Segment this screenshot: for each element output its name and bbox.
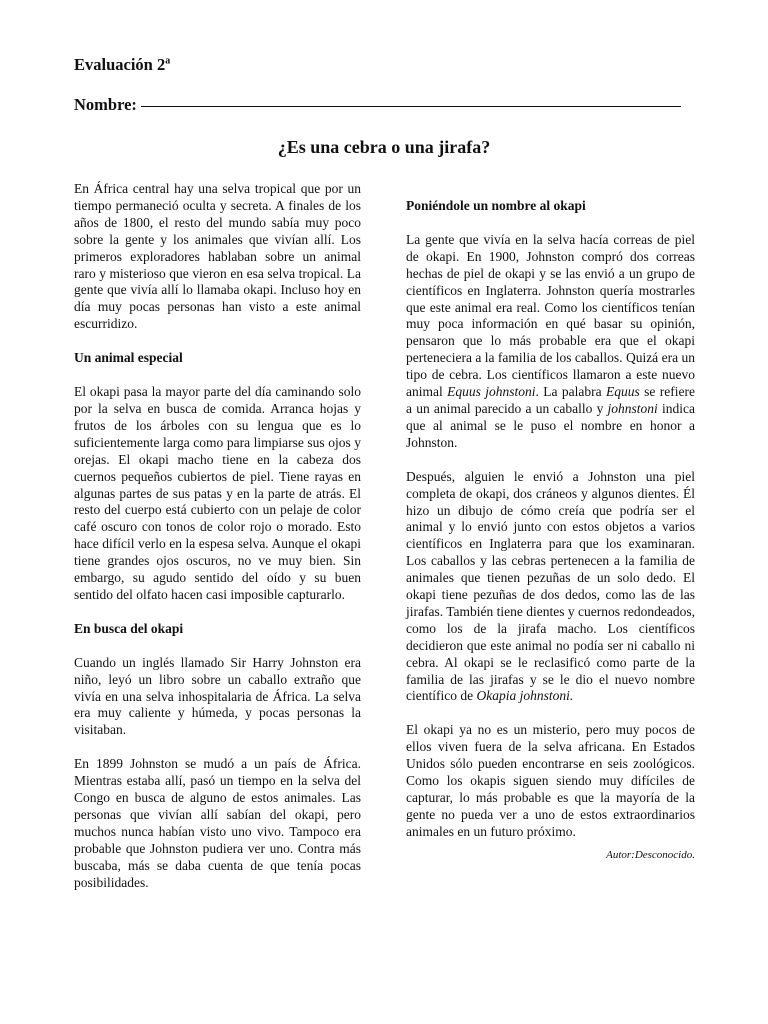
header [74, 55, 694, 115]
right-column [406, 198, 695, 864]
paragraph-conclusion: El okapi ya no es un misterio, pero muy pocos de ellos viven fuera de la selva africana. En Estados Unidos sólo pueden encontrarse en seis zoológicos. Como los okapis siguen siendo muy difíciles de capturar, lo más probable es que la mayoría de la gente no pueda ver a uno de estos extraordinarios animales en un futuro próximo. [406, 722, 695, 839]
paragraph-nombre-okapi-2: Después, alguien le envió a Johnston una piel completa de okapi, dos cráneos y algunos dientes. Él hizo un dibujo de cómo creía que podría ser el animal y lo envió junto con estos objetos a varios científicos en Inglaterra para que los examinaran. Los caballos y las cebras pertenecen a la familia de animales que tienen pezuñas de un solo dedo. El okapi tiene pezuñas de dos dedos, como las de las jirafas. También tiene dientes y cuernos redondeados, como los de la jirafa macho. Los científicos decidieron que este animal no podía ser ni caballo ni cebra. Al okapi se le reclasificó como parte de la familia de las jirafas y se le dio el nuevo nombre científico de Okapia johnstoni. [406, 468, 695, 704]
author-credit: Autor:Desconocido. [606, 848, 695, 861]
section-heading-en-busca: En busca del okapi [74, 620, 184, 636]
intro-paragraph: En África central hay una selva tropical que por un tiempo permaneció oculta y secreta. A finales de los años de 1800, el resto del mundo sabía muy poco sobre la gente y los animales que vivían allí. Los primeros exploradores hablaban sobre un animal raro y misterioso que vieron en esa selva tropical. La gente que vivía allí lo llamaba okapi. Incluso hoy en día muy pocas personas han visto a este animal escurridizo. [74, 181, 361, 332]
paragraph-animal-especial: El okapi pasa la mayor parte del día caminando solo por la selva en busca de comida. Arranca hojas y frutos de los árboles con su lengua que es lo suficientemente larga como para limpiarse sus ojos y orejas. El okapi macho tiene en la cabeza dos cuernos pequeños cubiertos de piel. Tiene rayas en algunas partes de sus patas y en la parte de atrás. El resto del cuerpo está cubierto con un pelaje de color café oscuro con tonos de color rojo o morado. Esto hace difícil verlo en la espesa selva. Aunque el okapi tiene grandes ojos oscuros, no ve muy bien. Sin embargo, su agudo sentido del oído y su buen sentido del olfato hacen casi imposible capturarlo. [74, 384, 361, 602]
evaluation-title: Evaluación 2$^a$ [74, 55, 171, 74]
name-blank-line [141, 106, 681, 107]
name-label: Nombre: [74, 95, 137, 114]
paragraph-nombre-okapi-1: La gente que vivía en la selva hacía correas de piel de okapi. En 1900, Johnston compró dos correas hechas de piel de okapi y se las envió a un grupo de científicos en Inglaterra. Johnston quería mostrarles que este animal era real. Como los científicos tenían muy poca información en qué basar su opinión, pensaron que lo más probable era que el okapi perteneciera a la familia de los caballos. Quizá era un tipo de cebra. Los científicos llamaron a este nuevo animal Equus johnstoni. La palabra Equus se refiere a un animal parecido a un caballo y johnstoni indica que al animal se le puso el nombre en honor a Johnston. [406, 231, 695, 450]
section-heading-nombre-okapi: Poniéndole un nombre al okapi [406, 198, 586, 213]
paragraph-en-busca-1: Cuando un inglés llamado Sir Harry Johnston era niño, leyó un libro sobre un caballo extraño que vivía en una selva inhospitalaria de África. La selva era muy caliente y húmeda, y pocas personas la visitaban. [74, 654, 361, 738]
section-heading-animal-especial: Un animal especial [74, 350, 183, 366]
name-field [74, 95, 694, 115]
article-title: ¿Es una cebra o una jirafa? [277, 137, 491, 157]
evaluation-superscript: a [165, 55, 171, 67]
paragraph-en-busca-2: En 1899 Johnston se mudó a un país de África. Mientras estaba allí, pasó un tiempo en la selva del Congo en busca de alguno de estos animales. Las personas que vivían allí sabían del okapi, pero muchos nunca habían visto uno vivo. Tampoco era probable que Johnston pudiera ver uno. Contra más buscaba, más se daba cuenta de que tenía pocas posibilidades. [74, 756, 361, 890]
left-column [74, 181, 361, 909]
